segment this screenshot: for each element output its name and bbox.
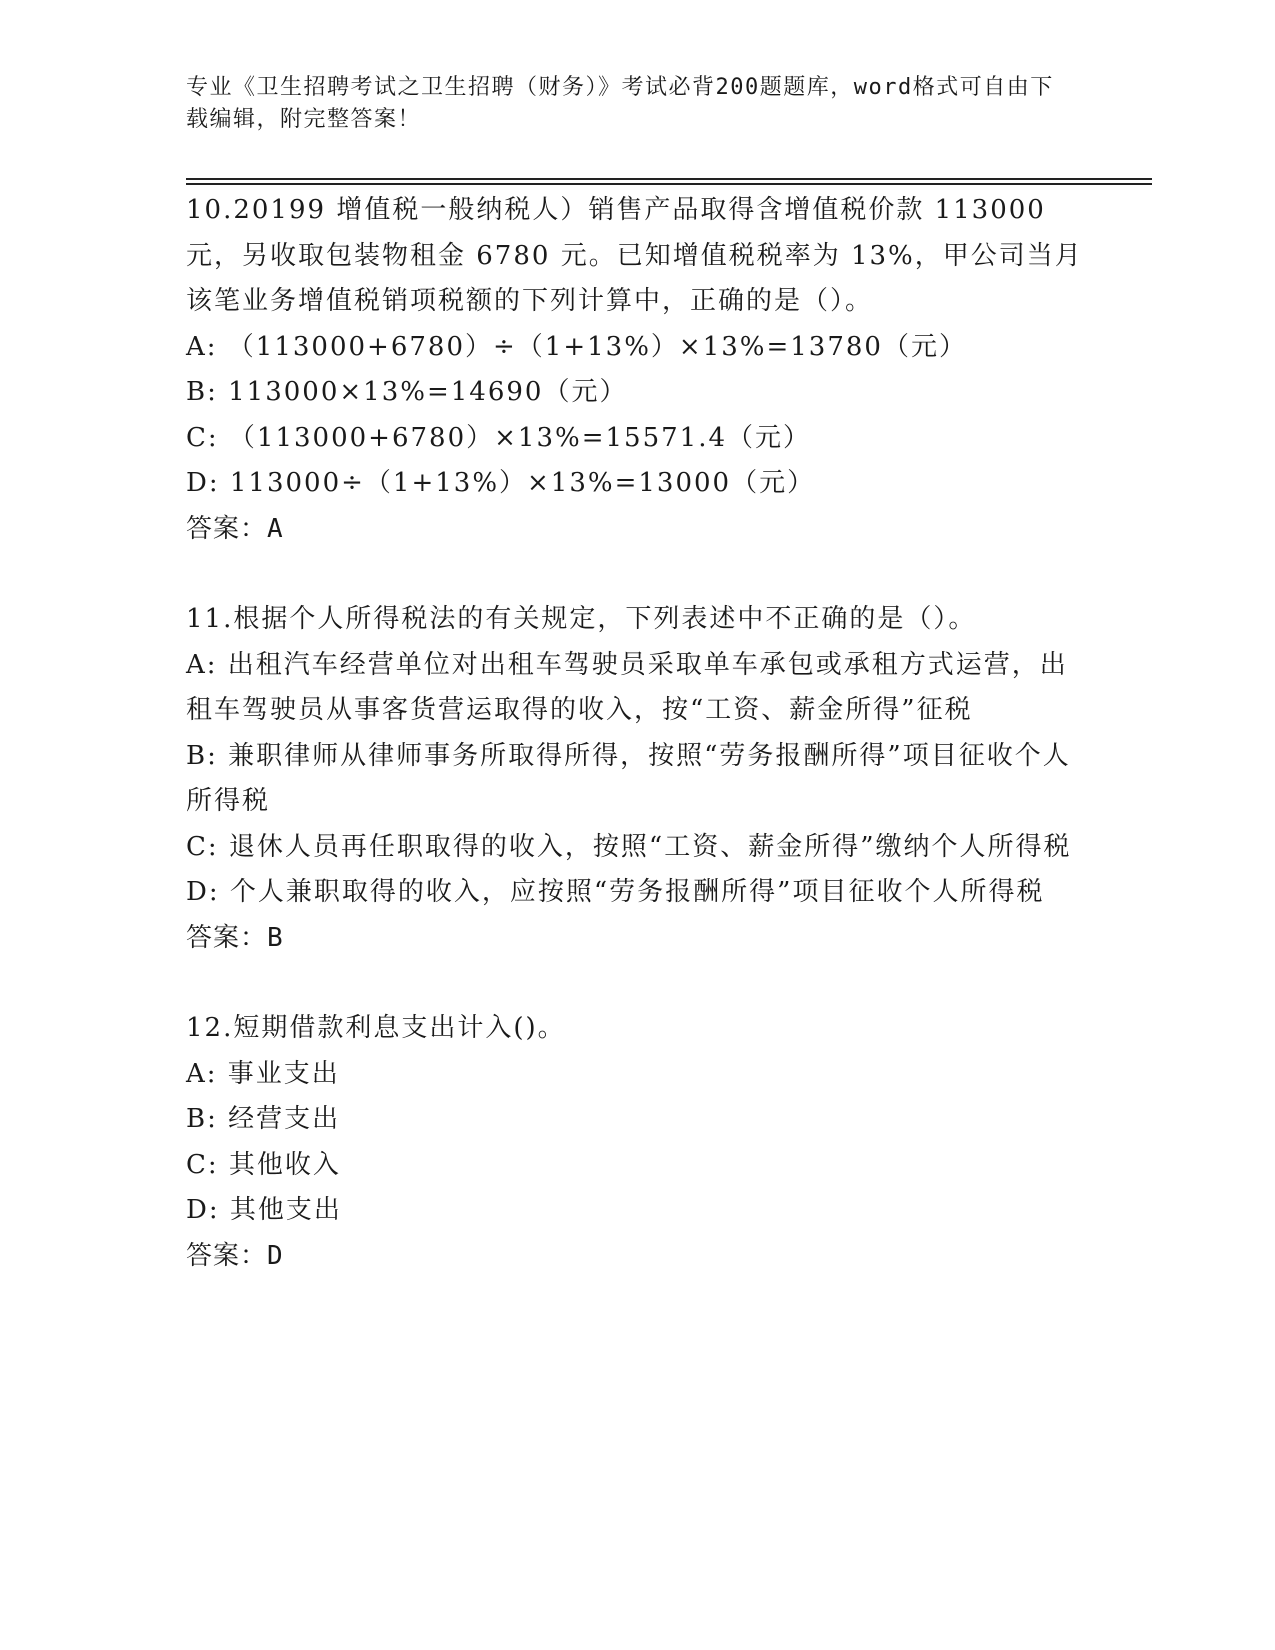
answer-label: 答案：B — [186, 922, 284, 953]
option-b: B: 兼职律师从律师事务所取得所得，按照“劳务报酬所得”项目征收个人所得税 — [186, 740, 1071, 816]
question-stem: 10.20199 增值税一般纳税人）销售产品取得含增值税价款 113000 元，另收取包装物租金 6780 元。已知增值税税率为 13%，甲公司当月该笔业务增值税销项税额的下列计算中，正确的是（）。 — [186, 195, 1083, 316]
option-c: C: 退休人员再任职取得的收入，按照“工资、薪金所得”缴纳个人所得税 — [186, 831, 1072, 862]
option-a: A: 出租汽车经营单位对出租车驾驶员采取单车承包或承租方式运营，出租车驾驶员从事客货营运取得的收入，按“工资、薪金所得”征税 — [186, 649, 1068, 725]
question-11 — [186, 597, 1086, 961]
option-a: A: （113000+6780）÷（1+13%）×13%=13780（元） — [186, 331, 967, 362]
document-header: 专业《卫生招聘考试之卫生招聘（财务）》考试必背200题题库，word格式可自由下载编辑，附完整答案！ — [186, 75, 1054, 132]
option-c: C: 其他收入 — [186, 1149, 341, 1180]
option-c: C: （113000+6780）×13%=15571.4（元） — [186, 422, 811, 453]
question-12 — [186, 1006, 1086, 1279]
header-divider-bottom — [186, 183, 1152, 185]
question-stem: 11.根据个人所得税法的有关规定，下列表述中不正确的是（）。 — [186, 604, 977, 634]
option-d: D: 个人兼职取得的收入，应按照“劳务报酬所得”项目征收个人所得税 — [186, 877, 1045, 907]
question-list — [186, 188, 1086, 1324]
header-divider-top — [186, 178, 1152, 180]
option-d: D: 其他支出 — [186, 1195, 342, 1225]
answer-label: 答案：D — [186, 1240, 284, 1271]
question-stem: 12.短期借款利息支出计入()。 — [186, 1013, 566, 1043]
answer-label: 答案：A — [186, 513, 284, 544]
question-10 — [186, 188, 1086, 552]
option-b: B: 经营支出 — [186, 1104, 341, 1134]
option-b: B: 113000×13%=14690（元） — [186, 377, 628, 407]
option-a: A: 事业支出 — [186, 1058, 340, 1089]
option-d: D: 113000÷（1+13%）×13%=13000（元） — [186, 468, 816, 498]
